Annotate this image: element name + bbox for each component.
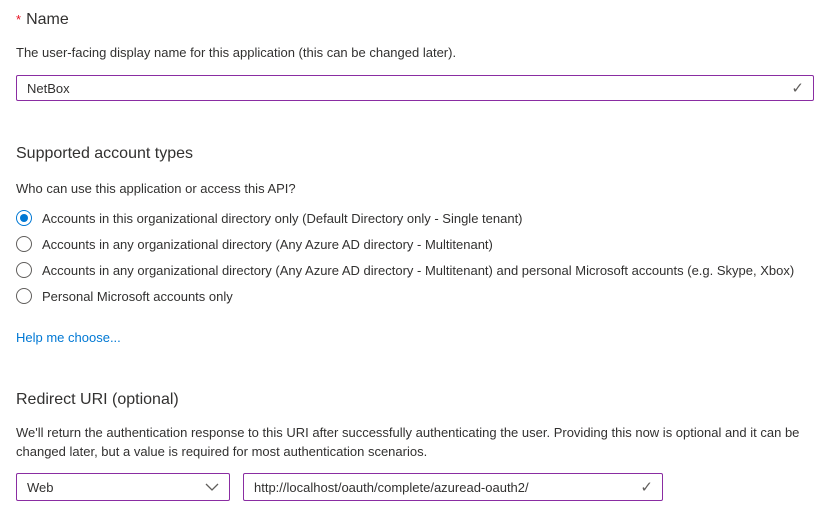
platform-select-value: Web bbox=[27, 479, 54, 495]
required-asterisk: * bbox=[16, 12, 22, 27]
radio-option-label: Accounts in any organizational directory (Any Azure AD directory - Multitenant) and personal Microsoft accounts (e.g. Skype, Xbox) bbox=[42, 262, 795, 278]
radio-dot bbox=[20, 292, 28, 300]
help-me-choose-link[interactable]: Help me choose... bbox=[16, 330, 121, 345]
radio-dot bbox=[20, 214, 28, 222]
platform-select[interactable] bbox=[16, 473, 230, 501]
name-field-label bbox=[16, 10, 814, 30]
radio-dot bbox=[20, 266, 28, 274]
radio-option-label: Personal Microsoft accounts only bbox=[42, 288, 233, 304]
redirect-uri-row bbox=[16, 473, 814, 501]
radio-option-multitenant[interactable] bbox=[16, 231, 814, 257]
valid-checkmark-icon: ✓ bbox=[791, 79, 804, 97]
name-field-hint: The user-facing display name for this application (this can be changed later). bbox=[16, 45, 457, 60]
redirect-uri-description: We'll return the authentication response to this URI after successfully authenticating the user. Providing this now is optional and it can be changed later, but a value is required for most authentication scenarios. bbox=[16, 425, 800, 459]
radio-button-icon[interactable] bbox=[16, 210, 32, 226]
redirect-uri-input-container bbox=[243, 473, 663, 501]
name-input-container bbox=[16, 75, 814, 101]
name-label-text: Name bbox=[26, 11, 69, 28]
radio-option-label: Accounts in any organizational directory (Any Azure AD directory - Multitenant) bbox=[42, 236, 493, 252]
radio-option-personal-only[interactable] bbox=[16, 283, 814, 309]
radio-button-icon[interactable] bbox=[16, 288, 32, 304]
supported-account-types-heading: Supported account types bbox=[16, 145, 194, 162]
chevron-down-icon bbox=[205, 483, 219, 491]
name-input[interactable] bbox=[27, 81, 783, 96]
radio-dot bbox=[20, 240, 28, 248]
radio-button-icon[interactable] bbox=[16, 236, 32, 252]
redirect-uri-input[interactable] bbox=[254, 480, 632, 495]
radio-option-single-tenant[interactable] bbox=[16, 205, 814, 231]
radio-button-icon[interactable] bbox=[16, 262, 32, 278]
redirect-uri-heading: Redirect URI (optional) bbox=[16, 391, 179, 408]
radio-option-multitenant-personal[interactable] bbox=[16, 257, 814, 283]
radio-option-label: Accounts in this organizational directory only (Default Directory only - Single tenant) bbox=[42, 210, 523, 226]
valid-checkmark-icon: ✓ bbox=[640, 478, 653, 496]
account-types-question: Who can use this application or access this API? bbox=[16, 181, 296, 196]
account-types-radio-group bbox=[16, 205, 814, 309]
